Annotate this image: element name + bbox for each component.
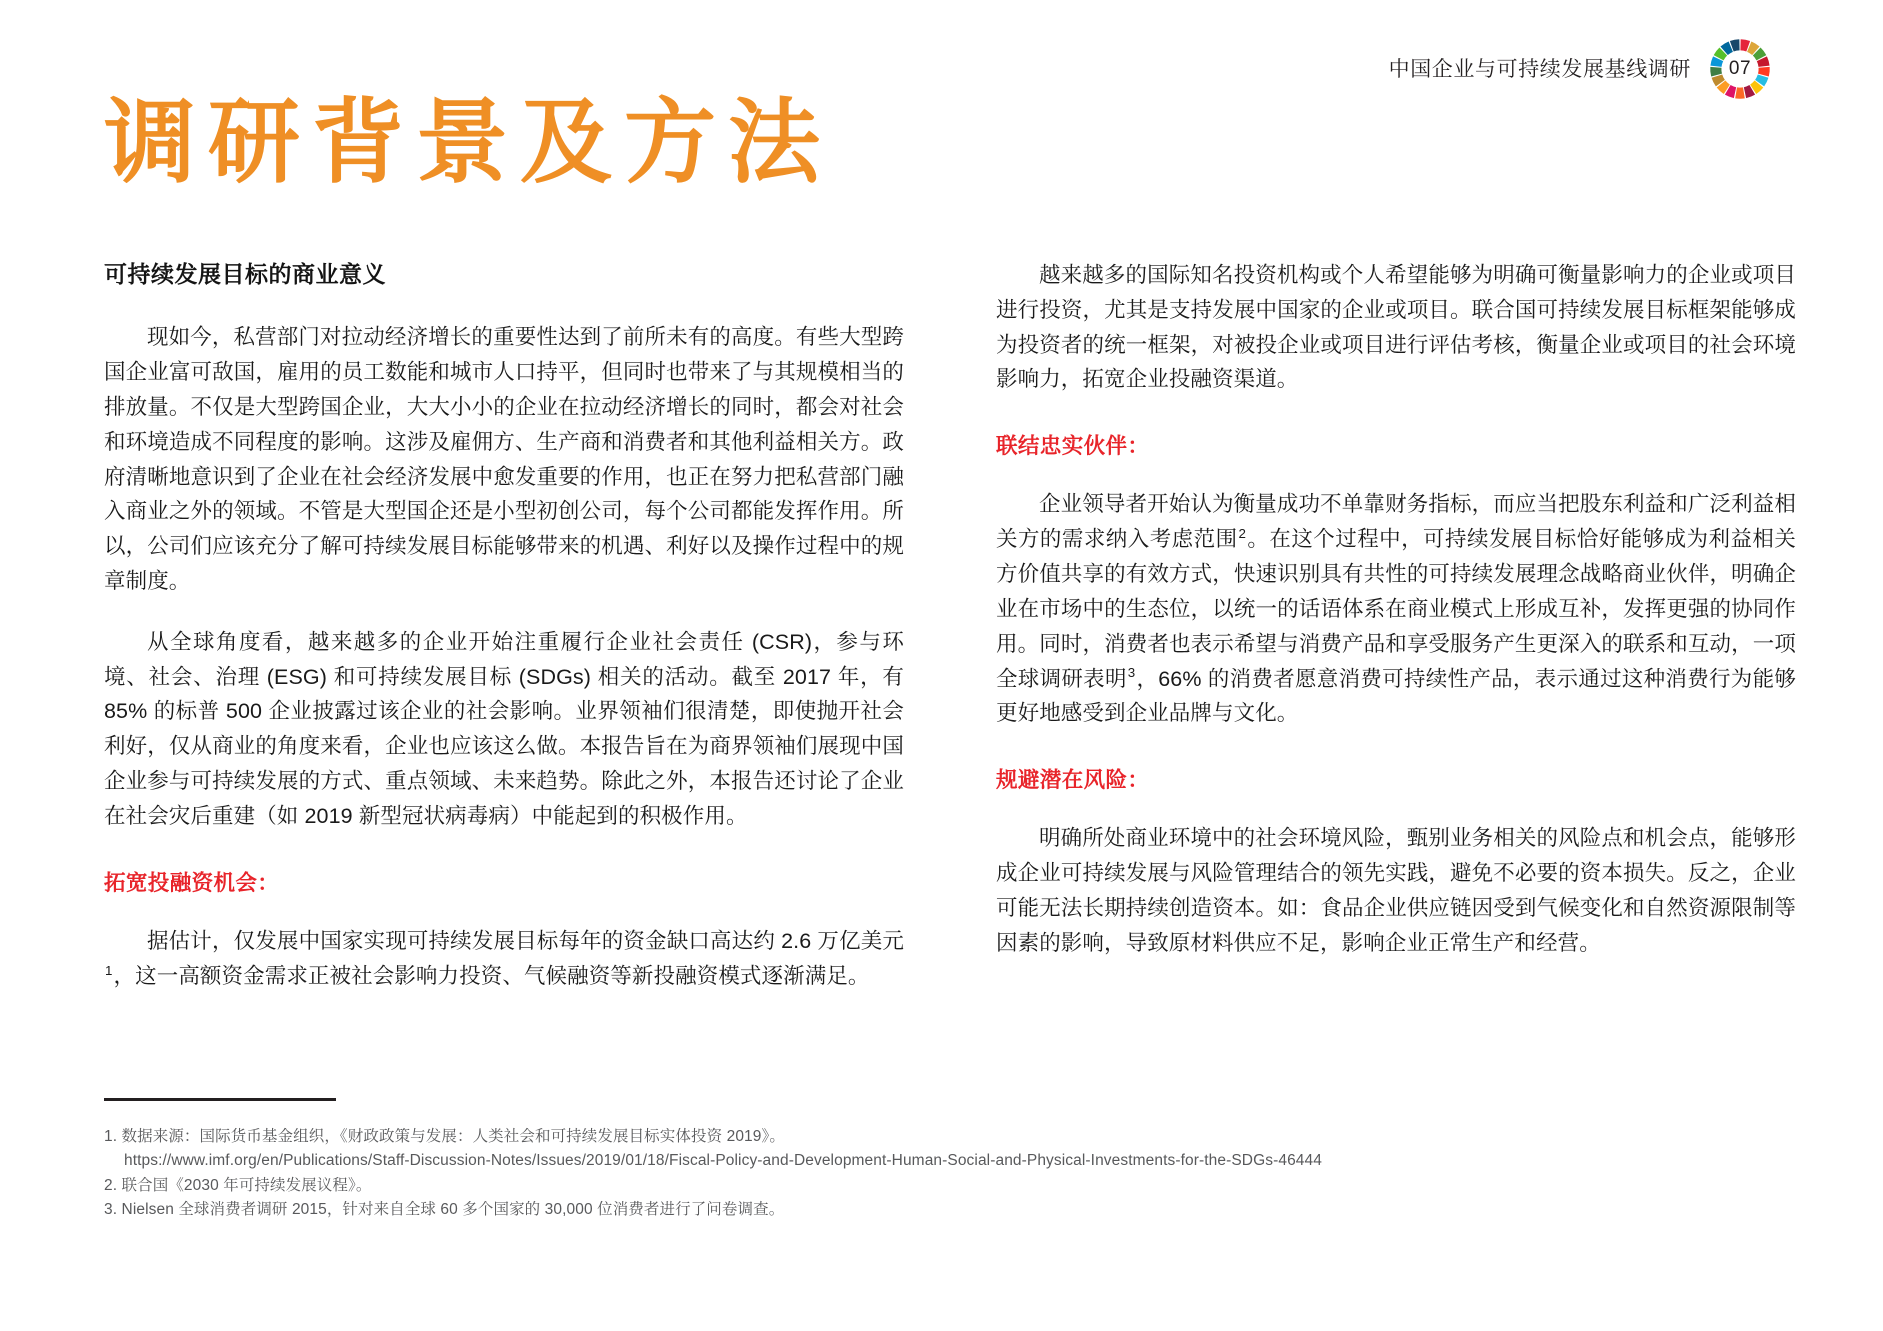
paragraph-stakeholders-part1: 企业领导者开始认为衡量成功不单靠财务指标，而应当把股东利益和广泛利益相关方的需求纳入考虑范围 [996, 492, 1796, 552]
header-title: 中国企业与可持续发展基线调研 [1388, 57, 1691, 81]
footnotes-section [104, 1098, 1704, 1223]
subheading-expand-financing: 拓宽投融资机会： [104, 870, 280, 895]
footnote-3: 3. Nielsen 全球消费者调研 2015，针对来自全球 60 多个国家的 30,000 位消费者进行了问卷调查。 [104, 1201, 785, 1219]
paragraph-funding-gap-part2: ，这一高额资金需求正被社会影响力投资、气候融资等新投融资模式逐渐满足。 [113, 963, 870, 988]
right-column [996, 258, 1796, 994]
footnote-ref-2[interactable]: 2 [1238, 526, 1247, 542]
footnote-ref-1[interactable]: 1 [105, 962, 113, 978]
paragraph-risk-management: 明确所处商业环境中的社会环境风险，甄别业务相关的风险点和机会点，能够形成企业可持续发展与风险管理结合的领先实践，避免不必要的资本损失。反之，企业可能无法长期持续创造资本。如：食品企业供应链因受到气候变化和自然资源限制等因素的影响，导致原材料供应不足，影响企业正常生产和经营。 [996, 826, 1796, 955]
subheading-avoid-risk: 规避潜在风险： [996, 768, 1150, 793]
body-columns [104, 258, 1794, 994]
footnote-1-url[interactable]: https://www.imf.org/en/Publications/Staff-Discussion-Notes/Issues/2019/01/18/Fiscal-Policy-and-Development-Human-Social-and-Physical-Investments-for-the-SDGs-46444 [124, 1152, 1322, 1170]
paragraph-stakeholders [996, 487, 1796, 731]
paragraph-funding-gap-part1: 据估计，仅发展中国家实现可持续发展目标每年的资金缺口高达约 2.6 万亿美元 [147, 928, 904, 953]
footnote-divider [104, 1098, 336, 1101]
paragraph-private-sector: 现如今，私营部门对拉动经济增长的重要性达到了前所未有的高度。有些大型跨国企业富可敌国，雇用的员工数能和城市人口持平，但同时也带来了与其规模相当的排放量。不仅是大型跨国企业，大大小小的企业在拉动经济增长的同时，都会对社会和环境造成不同程度的影响。这涉及雇佣方、生产商和消费者和其他利益相关方。政府清晰地意识到了企业在社会经济发展中愈发重要的作用，也正在努力把私营部门融入商业之外的领域。不管是大型国企还是小型初创公司，每个公司都能发挥作用。所以，公司们应该充分了解可持续发展目标能够带来的机遇、利好以及操作过程中的规章制度。 [104, 325, 904, 593]
subheading-loyal-partners: 联结忠实伙伴： [996, 434, 1150, 459]
section-heading-business-meaning: 可持续发展目标的商业意义 [104, 261, 386, 287]
paragraph-funding-gap [104, 924, 904, 994]
paragraph-stakeholders-part2: 。在这个过程中，可持续发展目标恰好能够成为利益相关方价值共享的有效方式，快速识别具有共性的可持续发展理念战略商业伙伴，明确企业在市场中的生态位，以统一的话语体系在商业模式上形成互补，发挥更强的协同作用。同时，消费者也表示希望与消费产品和享受服务产生更深入的联系和互动，一项全球调研表明 [996, 527, 1796, 691]
paragraph-global-perspective: 从全球角度看，越来越多的企业开始注重履行企业社会责任 (CSR)，参与环境、社会、治理 (ESG) 和可持续发展目标 (SDGs) 相关的活动。截至 2017 年，有 85% 的标普 500 企业披露过该企业的社会影响。业界领袖们很清楚，即使抛开社会利好，仅从商业的角度来看，企业也应该这么做。本报告旨在为商界领袖们展现中国企业参与可持续发展的方式、重点领域、未来趋势。除此之外，本报告还讨论了企业在社会灾后重建（如 2019 新型冠状病毒病）中能起到的积极作用。 [104, 629, 904, 828]
paragraph-investors: 越来越多的国际知名投资机构或个人希望能够为明确可衡量影响力的企业或项目进行投资，尤其是支持发展中国家的企业或项目。联合国可持续发展目标框架能够成为投资者的统一框架，对被投企业或项目进行评估考核，衡量企业或项目的社会环境影响力，拓宽企业投融资渠道。 [996, 263, 1796, 392]
sdg-color-wheel-icon [1709, 38, 1771, 100]
paragraph-stakeholders-part3: ，66% 的消费者愿意消费可持续性产品，表示通过这种消费行为能够更好地感受到企业品牌与文化。 [996, 666, 1796, 726]
page-header [1389, 38, 1771, 100]
footnote-1: 1. 数据来源：国际货币基金组织，《财政政策与发展：人类社会和可持续发展目标实体投资 2019》。 [104, 1128, 785, 1145]
page-number: 07 [1728, 58, 1752, 79]
left-column [104, 258, 904, 994]
footnote-ref-3[interactable]: 3 [1127, 665, 1136, 681]
footnote-2: 2. 联合国《2030 年可持续发展议程》。 [104, 1176, 372, 1194]
page-title: 调研背景及方法 [104, 92, 833, 194]
